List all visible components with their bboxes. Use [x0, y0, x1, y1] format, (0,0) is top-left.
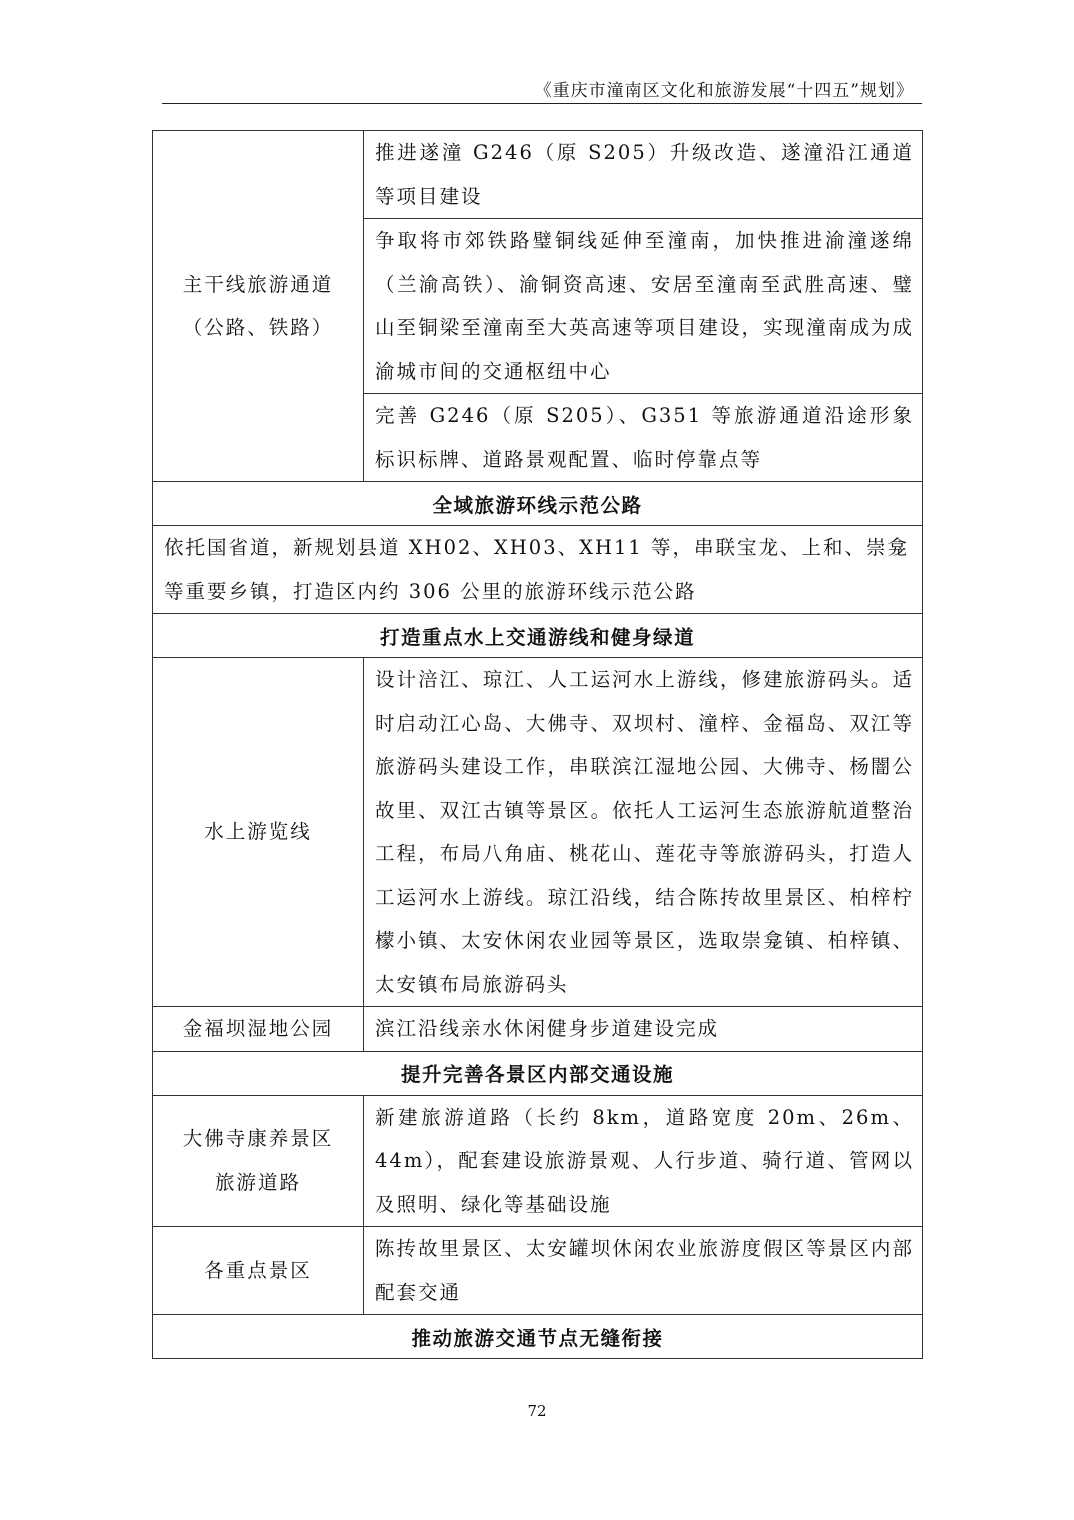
- table-row: [153, 482, 923, 526]
- table-row: [153, 1007, 923, 1052]
- trunk-item-3: 完善 G246（原 S205）、G351 等旅游通道沿途形象标识标牌、道路景观配置、临时停靠点等: [364, 394, 923, 482]
- table-row: [153, 1095, 923, 1227]
- wetland-description: 滨江沿线亲水休闲健身步道建设完成: [364, 1007, 923, 1052]
- section-heading-water: 打造重点水上交通游线和健身绿道: [153, 614, 923, 658]
- section-heading-nodes: 推动旅游交通节点无缝衔接: [153, 1315, 923, 1359]
- table-row: [153, 1051, 923, 1095]
- section-heading-scenic: 提升完善各景区内部交通设施: [153, 1051, 923, 1095]
- header-divider: [162, 103, 922, 104]
- row-label-dafosi: [153, 1095, 364, 1227]
- row-label-trunk: [153, 131, 364, 482]
- row-label-dafosi-line1: 大佛寺康养景区: [182, 1127, 334, 1151]
- table-row: [153, 1315, 923, 1359]
- table-row: [153, 658, 923, 1007]
- plan-table: [152, 130, 923, 1359]
- table-row: [153, 526, 923, 614]
- document-header-title: 《重庆市潼南区文化和旅游发展“十四五”规划》: [534, 81, 914, 101]
- row-label-water: 水上游览线: [153, 658, 364, 1007]
- page-number: 72: [527, 1402, 547, 1420]
- trunk-item-1: 推进遂潼 G246（原 S205）升级改造、遂潼沿江通道等项目建设: [364, 131, 923, 219]
- row-label-trunk-line2: （公路、铁路）: [182, 316, 334, 339]
- row-label-trunk-line1: 主干线旅游通道: [182, 272, 334, 296]
- table-row: [153, 1227, 923, 1315]
- water-description: 设计涪江、琼江、人工运河水上游线，修建旅游码头。适时启动江心岛、大佛寺、双坝村、潼梓、金福岛、双江等旅游码头建设工作，串联滨江湿地公园、大佛寺、杨闇公故里、双江古镇等景区。依托人工运河生态旅游航道整治工程，布局八角庙、桃花山、莲花寺等旅游码头，打造人工运河水上游线。琼江沿线，结合陈抟故里景区、柏梓柠檬小镇、太安休闲农业园等景区，选取崇龛镇、柏梓镇、太安镇布局旅游码头: [364, 658, 923, 1007]
- row-label-key-scenic: 各重点景区: [153, 1227, 364, 1315]
- row-label-dafosi-line2: 旅游道路: [214, 1170, 301, 1194]
- key-scenic-description: 陈抟故里景区、太安罐坝休闲农业旅游度假区等景区内部配套交通: [364, 1227, 923, 1315]
- table-row: [153, 614, 923, 658]
- dafosi-description: 新建旅游道路（长约 8km，道路宽度 20m、26m、44m），配套建设旅游景观、人行步道、骑行道、管网以及照明、绿化等基础设施: [364, 1095, 923, 1227]
- loop-description: 依托国省道，新规划县道 XH02、XH03、XH11 等，串联宝龙、上和、崇龛等重要乡镇，打造区内约 306 公里的旅游环线示范公路: [153, 526, 923, 614]
- table-row: [153, 131, 923, 219]
- row-label-wetland: 金福坝湿地公园: [153, 1007, 364, 1052]
- section-heading-loop: 全域旅游环线示范公路: [153, 482, 923, 526]
- trunk-item-2: 争取将市郊铁路璧铜线延伸至潼南，加快推进渝潼遂绵（兰渝高铁）、渝铜资高速、安居至潼南至武胜高速、璧山至铜梁至潼南至大英高速等项目建设，实现潼南成为成渝城市间的交通枢纽中心: [364, 219, 923, 394]
